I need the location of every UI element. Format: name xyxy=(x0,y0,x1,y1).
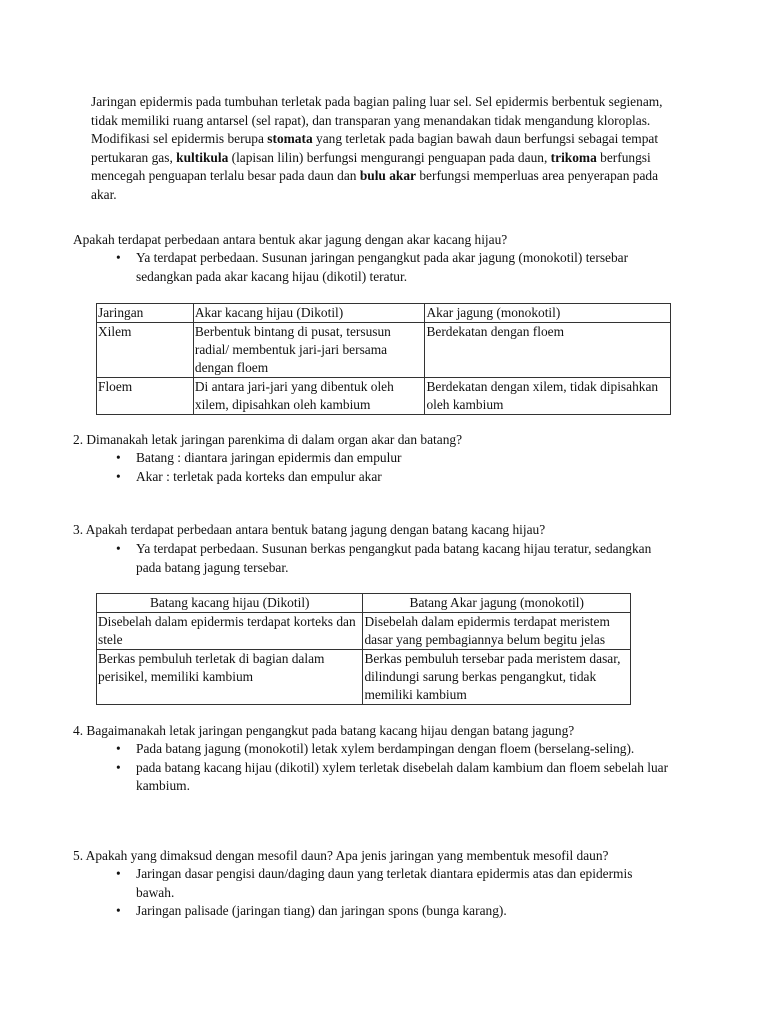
table-cell: Disebelah dalam epidermis terdapat korteks dan stele xyxy=(97,613,363,650)
question-2: 2. Dimanakah letak jaringan parenkima di dalam organ akar dan batang? xyxy=(73,432,463,447)
list-item: • Akar : terletak pada korteks dan empulur akar xyxy=(112,468,672,487)
question-1: Apakah terdapat perbedaan antara bentuk akar jagung dengan akar kacang hijau? xyxy=(73,232,508,247)
list-item: • Pada batang jagung (monokotil) letak xylem berdampingan dengan floem (berselang-seling). xyxy=(112,740,672,759)
intro-paragraph xyxy=(91,93,681,204)
question-4: 4. Bagaimanakah letak jaringan pengangkut pada batang kacang hijau dengan batang jagung? xyxy=(73,723,575,738)
table-row xyxy=(97,323,671,378)
table-header-cell: Jaringan xyxy=(97,304,194,323)
table-header-cell: Akar kacang hijau (Dikotil) xyxy=(193,304,425,323)
table-header-row xyxy=(97,304,671,323)
question-1-answers xyxy=(112,249,672,286)
intro-bold-bulu-akar: bulu akar xyxy=(359,168,417,183)
question-3: 3. Apakah terdapat perbedaan antara bentuk batang jagung dengan batang kacang hijau? xyxy=(73,522,546,537)
table-cell: Berkas pembuluh tersebar pada meristem dasar, dilindungi sarung berkas pengangkut, tidak memiliki kambium xyxy=(363,650,631,705)
table-cell: Di antara jari-jari yang dibentuk oleh xilem, dipisahkan oleh kambium xyxy=(193,378,425,415)
question-5: 5. Apakah yang dimaksud dengan mesofil daun? Apa jenis jaringan yang membentuk mesofil daun? xyxy=(73,848,609,863)
table-cell: Disebelah dalam epidermis terdapat meristem dasar yang pembagiannya belum begitu jelas xyxy=(363,613,631,650)
intro-text-2: yang terletak pada bagian bawah daun berfungsi sebagai tempat pertukaran gas, xyxy=(91,131,659,165)
list-item: • Batang : diantara jaringan epidermis dan empulur xyxy=(112,449,672,468)
table-header-cell: Batang kacang hijau (Dikotil) xyxy=(97,594,363,613)
table-header-row xyxy=(97,594,631,613)
question-2-answers xyxy=(112,449,672,486)
list-item: • Jaringan palisade (jaringan tiang) dan jaringan spons (bunga karang). xyxy=(112,902,672,921)
intro-bold-trikoma: trikoma xyxy=(550,149,597,165)
table-cell: Xilem xyxy=(97,323,194,378)
table-header-cell: Batang Akar jagung (monokotil) xyxy=(363,594,631,613)
intro-bold-stomata: stomata xyxy=(267,131,313,146)
intro-text-4: berfungsi mencegah penguapan terlalu besar pada daun dan xyxy=(91,149,651,183)
list-item: • pada batang kacang hijau (dikotil) xylem terletak disebelah dalam kambium dan floem sebelah luar kambium. xyxy=(112,759,672,796)
table-cell: Berdekatan dengan floem xyxy=(425,323,671,378)
table-batang xyxy=(96,593,631,705)
intro-text-1: Jaringan epidermis pada tumbuhan terletak pada bagian paling luar sel. Sel epidermis berbentuk segienam, tidak memiliki ruang antarsel (sel rapat), dan transparan yang menandakan tidak mengandung kloroplas. Modifikasi sel epidermis berupa xyxy=(91,94,663,146)
table-row xyxy=(97,650,631,705)
question-5-answers xyxy=(112,865,672,921)
question-4-answers xyxy=(112,740,672,796)
table-cell: Berbentuk bintang di pusat, tersusun radial/ membentuk jari-jari bersama dengan floem xyxy=(193,323,425,378)
table-row xyxy=(97,378,671,415)
list-item: • Ya terdapat perbedaan. Susunan jaringan pengangkut pada akar jagung (monokotil) tersebar sedangkan pada akar kacang hijau (dikotil) teratur. xyxy=(112,249,672,286)
list-item: • Jaringan dasar pengisi daun/daging daun yang terletak diantara epidermis atas dan epidermis bawah. xyxy=(112,865,672,902)
table-akar xyxy=(96,303,671,415)
table-cell: Berkas pembuluh terletak di bagian dalam perisikel, memiliki kambium xyxy=(97,650,363,705)
intro-bold-kultikula: kultikula xyxy=(176,149,229,165)
question-3-answers xyxy=(112,540,672,577)
intro-text-3: (lapisan lilin) berfungsi mengurangi penguapan pada daun, xyxy=(228,149,551,165)
table-row xyxy=(97,613,631,650)
table-cell: Floem xyxy=(97,378,194,415)
list-item: • Ya terdapat perbedaan. Susunan berkas pengangkut pada batang kacang hijau teratur, sedangkan pada batang jagung tersebar. xyxy=(112,540,672,577)
table-header-cell: Akar jagung (monokotil) xyxy=(425,304,671,323)
table-cell: Berdekatan dengan xilem, tidak dipisahkan oleh kambium xyxy=(425,378,671,415)
intro-text-5: berfungsi memperluas area penyerapan pada akar. xyxy=(91,168,659,202)
